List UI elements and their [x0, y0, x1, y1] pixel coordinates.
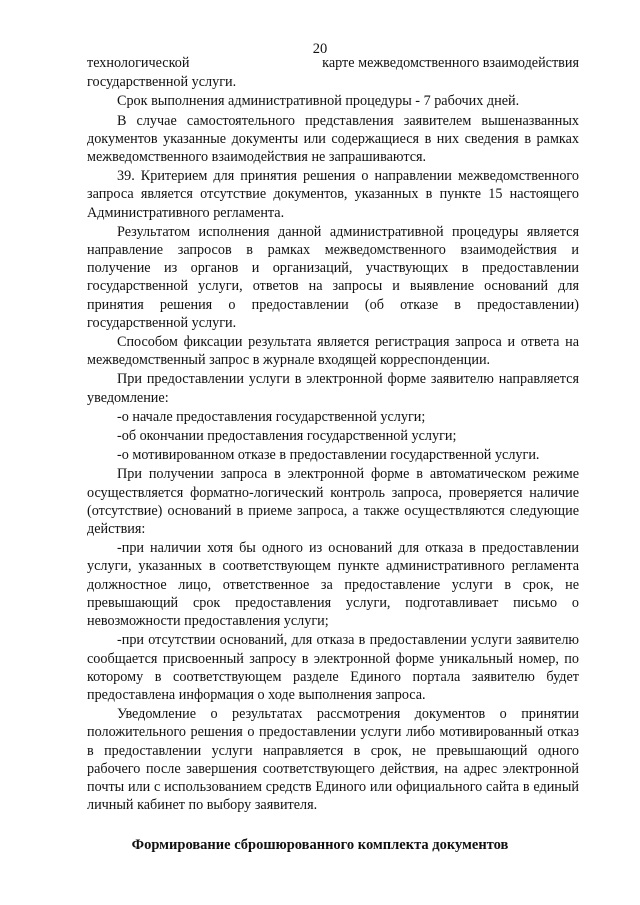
paragraph: государственной услуги.: [87, 74, 237, 91]
paragraph-item-39: 39. Критерием для принятия решения о направлении межведомственного запроса является отсутствие документов, указанных в пункте 15 настоящего Административного регламента.: [87, 168, 579, 221]
paragraph: В случае самостоятельного представления заявителем вышеназванных документов указанные документы или содержащиеся в них сведения в рамках межведомственного взаимодействия не запрашиваются.: [87, 112, 579, 166]
document-body: [87, 54, 579, 815]
list-item: -при отсутствии оснований, для отказа в предоставлении услуги заявителю сообщается присвоенный запросу в электронной форме уникальный номер, по которому в соответствующем разделе Единого портала заявителю будет предоставлена информация о ходе выполнения запроса.: [87, 632, 579, 703]
list-item: -о начале предоставления государственной услуги;: [117, 408, 426, 425]
list-item: -при наличии хотя бы одного из оснований для отказа в предоставлении услуги, указанных в соответствующем пункте административного регламента должностное лицо, ответственное за предоставление услуги в срок, не превышающий срок предоставления услуги, подготавливает письмо о невозможности предоставления услуги;: [87, 540, 579, 630]
section-heading: Формирование сброшюрованного комплекта документов: [131, 837, 509, 853]
page-number: 20: [312, 41, 328, 57]
list-item: -о мотивированном отказе в предоставлении государственной услуги.: [117, 447, 540, 464]
text-fragment: карте межведомственного взаимодействия: [322, 55, 579, 71]
paragraph: Уведомление о результатах рассмотрения документов о принятии положительного решения о предоставлении услуги либо мотивированный отказ в предоставлении услуги направляется в срок, не превышающий одного рабочего после завершения соответствующего действия, на адрес электронной почты или с использованием средств Единого или официального сайта в единый личный кабинет по выбору заявителя.: [87, 706, 579, 814]
paragraph: Способом фиксации результата является регистрация запроса и ответа на межведомственный запрос в журнале входящей корреспонденции.: [87, 334, 579, 369]
list-item: -об окончании предоставления государственной услуги;: [117, 428, 457, 445]
paragraph: Результатом исполнения данной административной процедуры является направление запросов в рамках межведомственного взаимодействия и получение из органов и организаций, участвующих в предоставлении государственной услуги, ответов на запросы и выявление оснований для принятия решения о предоставлении (об отказе в предоставлении) государственной услуги.: [87, 223, 579, 331]
paragraph-continuation-line: [87, 54, 579, 72]
text-fragment: технологической: [87, 55, 190, 71]
paragraph: При получении запроса в электронной форме в автоматическом режиме осуществляется форматно-логический контроль запроса, проверяется наличие (отсутствие) оснований в приеме запроса, а также осуществляются следующие действия:: [87, 466, 579, 538]
paragraph: При предоставлении услуги в электронной форме заявителю направляется уведомление:: [87, 371, 579, 406]
paragraph: Срок выполнения административной процедуры - 7 рабочих дней.: [117, 93, 520, 110]
